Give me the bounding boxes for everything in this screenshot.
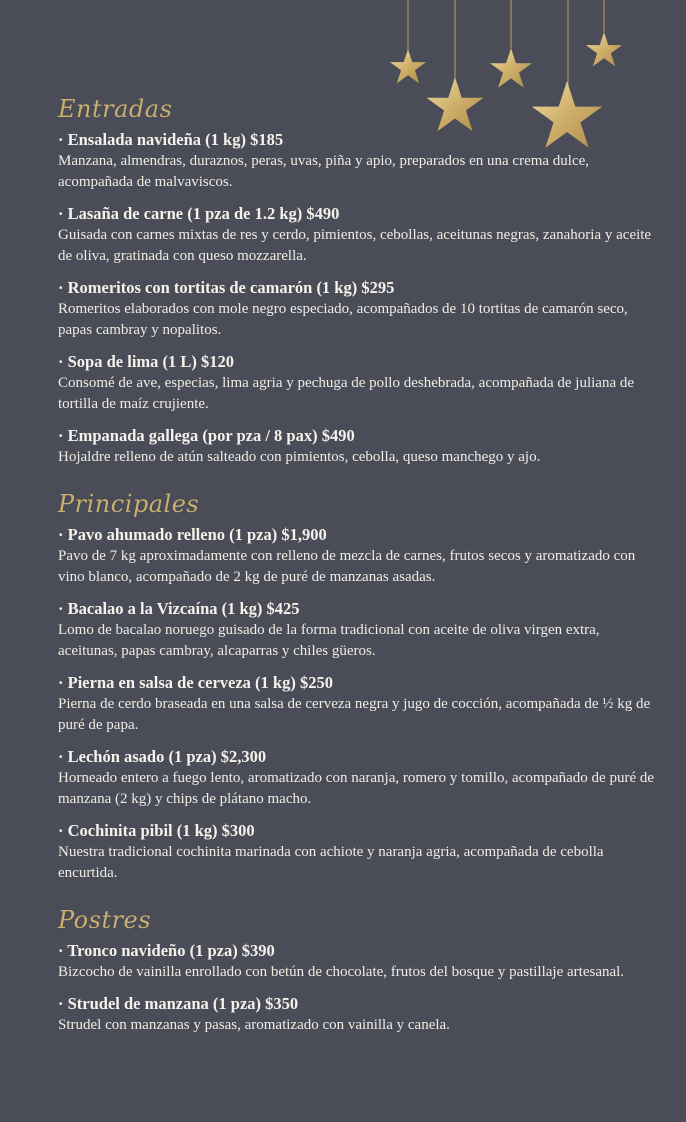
item-title: · Pierna en salsa de cerveza (1 kg) $250 bbox=[58, 673, 333, 692]
star-icon bbox=[490, 48, 532, 88]
section-principales bbox=[58, 490, 658, 884]
item-description: Strudel con manzanas y pasas, aromatizado con vainilla y canela. bbox=[58, 1017, 450, 1033]
menu-item bbox=[58, 940, 658, 983]
menu-item bbox=[58, 351, 658, 415]
item-description: Bizcocho de vainilla enrollado con betún de chocolate, frutos del bosque y pastillaje artesanal. bbox=[58, 964, 625, 980]
item-description: Romeritos elaborados con mole negro especiado, acompañados de 10 tortitas de camarón seco, papas cambray y nopalitos. bbox=[58, 301, 628, 338]
item-description: Horneado entero a fuego lento, aromatizado con naranja, romero y tomillo, acompañado de puré de manzana (2 kg) y chips de plátano macho. bbox=[58, 770, 655, 807]
menu-item bbox=[58, 425, 658, 468]
menu-item bbox=[58, 277, 658, 341]
item-title: · Empanada gallega (por pza / 8 pax) $490 bbox=[58, 426, 355, 445]
section-postres bbox=[58, 906, 658, 1036]
star-icon bbox=[390, 49, 426, 83]
menu-item bbox=[58, 203, 658, 267]
item-description: Hojaldre relleno de atún salteado con pimientos, cebolla, queso manchego y ajo. bbox=[58, 449, 541, 465]
menu-item bbox=[58, 746, 658, 810]
item-description: Pavo de 7 kg aproximadamente con relleno de mezcla de carnes, frutos secos y aromatizado con vino blanco, acompañado de 2 kg de puré de manzanas asadas. bbox=[58, 548, 636, 585]
item-title: · Strudel de manzana (1 pza) $350 bbox=[58, 994, 299, 1013]
item-description: Nuestra tradicional cochinita marinada con achiote y naranja agria, acompañada de cebolla encurtida. bbox=[58, 844, 604, 881]
section-entradas bbox=[58, 95, 658, 468]
item-description: Guisada con carnes mixtas de res y cerdo, pimientos, cebollas, aceitunas negras, zanahoria y aceite de oliva, gratinada con queso mozzarella. bbox=[58, 227, 652, 264]
item-title: · Ensalada navideña (1 kg) $185 bbox=[58, 130, 284, 149]
item-title: · Pavo ahumado relleno (1 pza) $1,900 bbox=[58, 525, 327, 544]
menu-item bbox=[58, 524, 658, 588]
item-title: · Lasaña de carne (1 pza de 1.2 kg) $490 bbox=[58, 204, 340, 223]
item-description: Consomé de ave, especias, lima agria y pechuga de pollo deshebrada, acompañada de juliana de tortilla de maíz crujiente. bbox=[58, 375, 635, 412]
item-description: Pierna de cerdo braseada en una salsa de cerveza negra y jugo de cocción, acompañada de ½ kg de puré de papa. bbox=[58, 696, 651, 733]
item-title: · Cochinita pibil (1 kg) $300 bbox=[58, 821, 255, 840]
item-title: · Tronco navideño (1 pza) $390 bbox=[58, 941, 275, 960]
item-description: Manzana, almendras, duraznos, peras, uvas, piña y apio, preparados en una crema dulce, acompañada de malvaviscos. bbox=[58, 153, 590, 190]
section-title: Principales bbox=[58, 490, 200, 518]
menu-item bbox=[58, 672, 658, 736]
section-title: Entradas bbox=[58, 95, 173, 123]
section-title: Postres bbox=[58, 906, 152, 934]
item-title: · Lechón asado (1 pza) $2,300 bbox=[58, 747, 267, 766]
item-title: · Romeritos con tortitas de camarón (1 kg) $295 bbox=[58, 278, 395, 297]
star-icon bbox=[586, 32, 622, 66]
item-title: · Sopa de lima (1 L) $120 bbox=[58, 352, 235, 371]
menu bbox=[58, 95, 658, 1058]
item-description: Lomo de bacalao noruego guisado de la forma tradicional con aceite de oliva virgen extra, aceitunas, papas cambray, alcaparras y chiles güeros. bbox=[58, 622, 600, 659]
menu-item bbox=[58, 993, 658, 1036]
menu-item bbox=[58, 598, 658, 662]
menu-item bbox=[58, 820, 658, 884]
menu-item bbox=[58, 129, 658, 193]
item-title: · Bacalao a la Vizcaína (1 kg) $425 bbox=[58, 599, 300, 618]
